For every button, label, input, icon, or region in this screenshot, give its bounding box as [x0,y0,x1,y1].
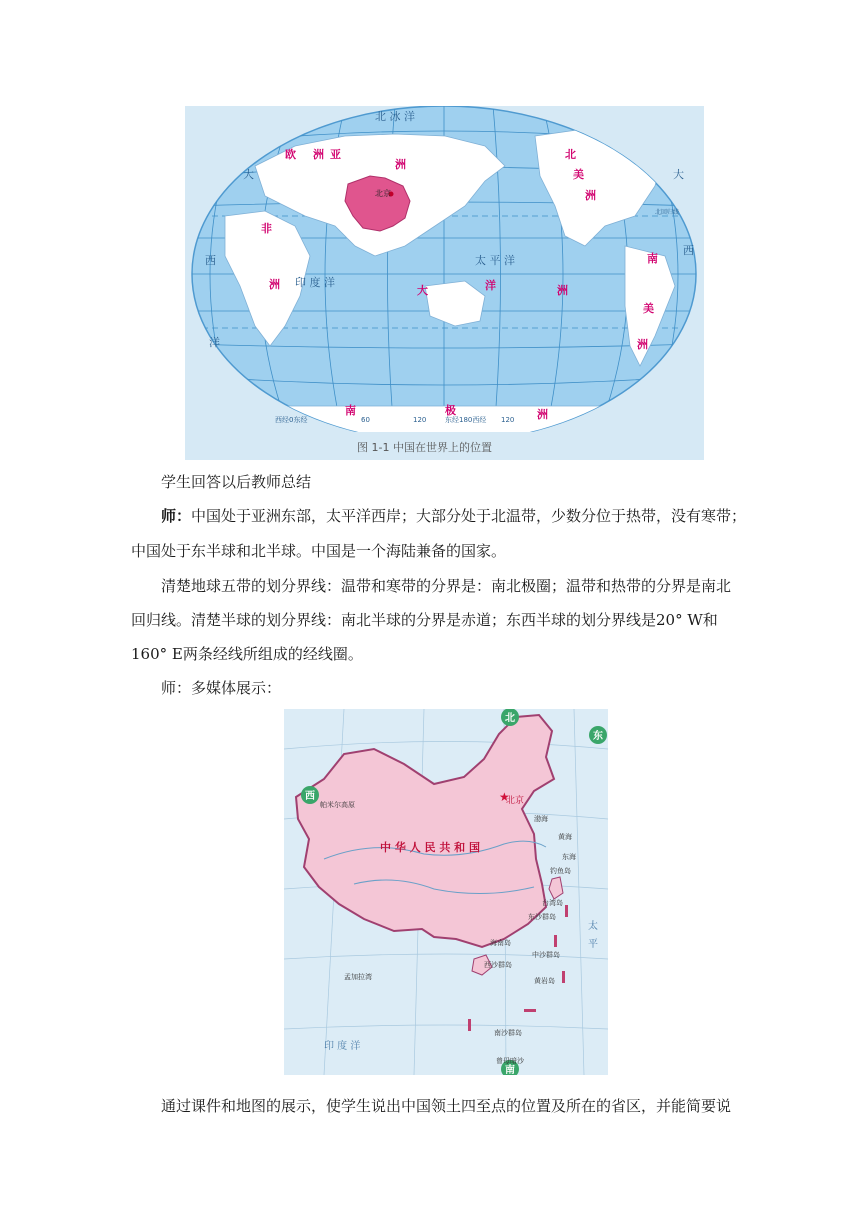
africa-label-zhou: 洲 [269,278,280,291]
world-map [185,106,704,460]
south-america-label-zhou: 洲 [637,338,648,351]
longitude-0-label: 西经0东经 [275,416,308,424]
europe-label-eu: 欧 [285,148,296,161]
longitude-180-label: 东经180西经 [445,416,487,424]
hainan-label: 海南岛 [490,939,511,947]
south-america-label-mei: 美 [643,302,654,315]
paragraph-zones-line1: 清楚地球五带的划分界线：温带和寒带的分界是：南北极圈；温带和热带的分界是南北 [161,577,732,595]
longitude-120w-label: 120 [501,416,515,424]
china-map-figure [284,709,608,1075]
arctic-ocean-label: 北 冰 洋 [375,110,415,123]
antarctica-label-nan: 南 [345,404,356,417]
china-beijing-label: 北京 [506,796,525,806]
xisha-label: 西沙群岛 [484,961,512,969]
north-america-label-zhou: 洲 [585,189,596,202]
indian-ocean-label: 印 度 洋 [295,276,335,289]
teacher-label: 师： [161,507,192,525]
world-map-figure [185,106,704,460]
paragraph-zones-line2: 回归线。清楚半球的划分界线：南北半球的分界是赤道；东西半球的划分界线是20° W和 [131,611,718,629]
china-pacific-label-tai: 太 [588,921,598,932]
figure1-caption: 图 1-1 中国在世界上的位置 [357,441,492,454]
east-badge-label: 东 [593,731,603,742]
paragraph-conclusion: 通过课件和地图的展示，使学生说出中国领土四至点的位置及所在的省区，并能简要说 [161,1097,732,1115]
north-america-label-mei: 美 [573,168,584,181]
atlantic-label-yang: 洋 [209,336,220,349]
beijing-star-icon: ★ [499,790,510,804]
bohai-label: 渤海 [534,815,548,823]
east-sea-label: 东海 [562,853,576,861]
paragraph-teacher-summary-line2: 中国处于东半球和北半球。中国是一个海陆兼备的国家。 [131,542,507,560]
zengmu-label: 曾母暗沙 [496,1057,524,1065]
atlantic-label-da: 大 [243,168,254,181]
north-badge-label: 北 [505,713,515,724]
south-america-label-nan: 南 [647,252,658,265]
bay-of-bengal-label: 孟加拉湾 [344,973,372,981]
paragraph-student-answer: 学生回答以后教师总结 [161,473,312,491]
prc-label: 中 华 人 民 共 和 国 [380,841,480,854]
teacher-summary-text1: 中国处于亚洲东部，太平洋西岸；大部分处于北温带，少数分位于热带，没有寒带； [191,507,747,525]
beijing-label: 北京 [375,189,391,198]
antarctica-label-ji: 极 [445,404,456,417]
longitude-120-label: 120 [413,416,427,424]
tropic-of-cancer-label: 北回归线 [655,209,680,216]
oceania-label-zhou: 洲 [557,284,568,297]
huangyan-label: 黄岩岛 [534,977,555,985]
west-badge-label: 西 [305,791,315,802]
longitude-60-label: 60 [361,416,370,424]
oceania-label-da: 大 [417,284,428,297]
north-america-label-bei: 北 [565,148,576,161]
atlantic-label-xi: 西 [205,254,216,267]
pacific-ocean-label: 太 平 洋 [475,254,515,267]
diaoyu-label: 钓鱼岛 [550,867,571,875]
africa-label-fei: 非 [261,222,272,235]
europe-label-zhou: 洲 [313,148,324,161]
taiwan-label: 台湾岛 [542,899,563,907]
paragraph-teacher-summary-line1 [161,507,746,526]
nansha-label: 南沙群岛 [494,1029,522,1037]
yellow-sea-label: 黄海 [558,833,572,841]
asia-label-zhou: 洲 [395,158,406,171]
china-indian-ocean-label: 印 度 洋 [324,1041,361,1052]
china-pacific-label-ping: 平 [588,939,598,950]
south-badge-label: 南 [505,1065,515,1075]
paragraph-zones-line3: 160° E两条经线所组成的经线圈。 [131,645,363,663]
dongsha-label: 东沙群岛 [528,913,556,921]
zhongsha-label: 中沙群岛 [532,951,560,959]
atlantic-label-da-right: 大 [673,168,684,181]
paragraph-multimedia: 师：多媒体展示： [161,679,282,697]
pamir-label: 帕米尔高原 [320,801,355,809]
antarctica-label-zhou: 洲 [537,408,548,421]
china-map [284,709,608,1075]
asia-label-ya: 亚 [330,148,341,161]
atlantic-label-xi-right: 西 [683,244,694,257]
oceania-label-yang: 洋 [485,279,496,292]
